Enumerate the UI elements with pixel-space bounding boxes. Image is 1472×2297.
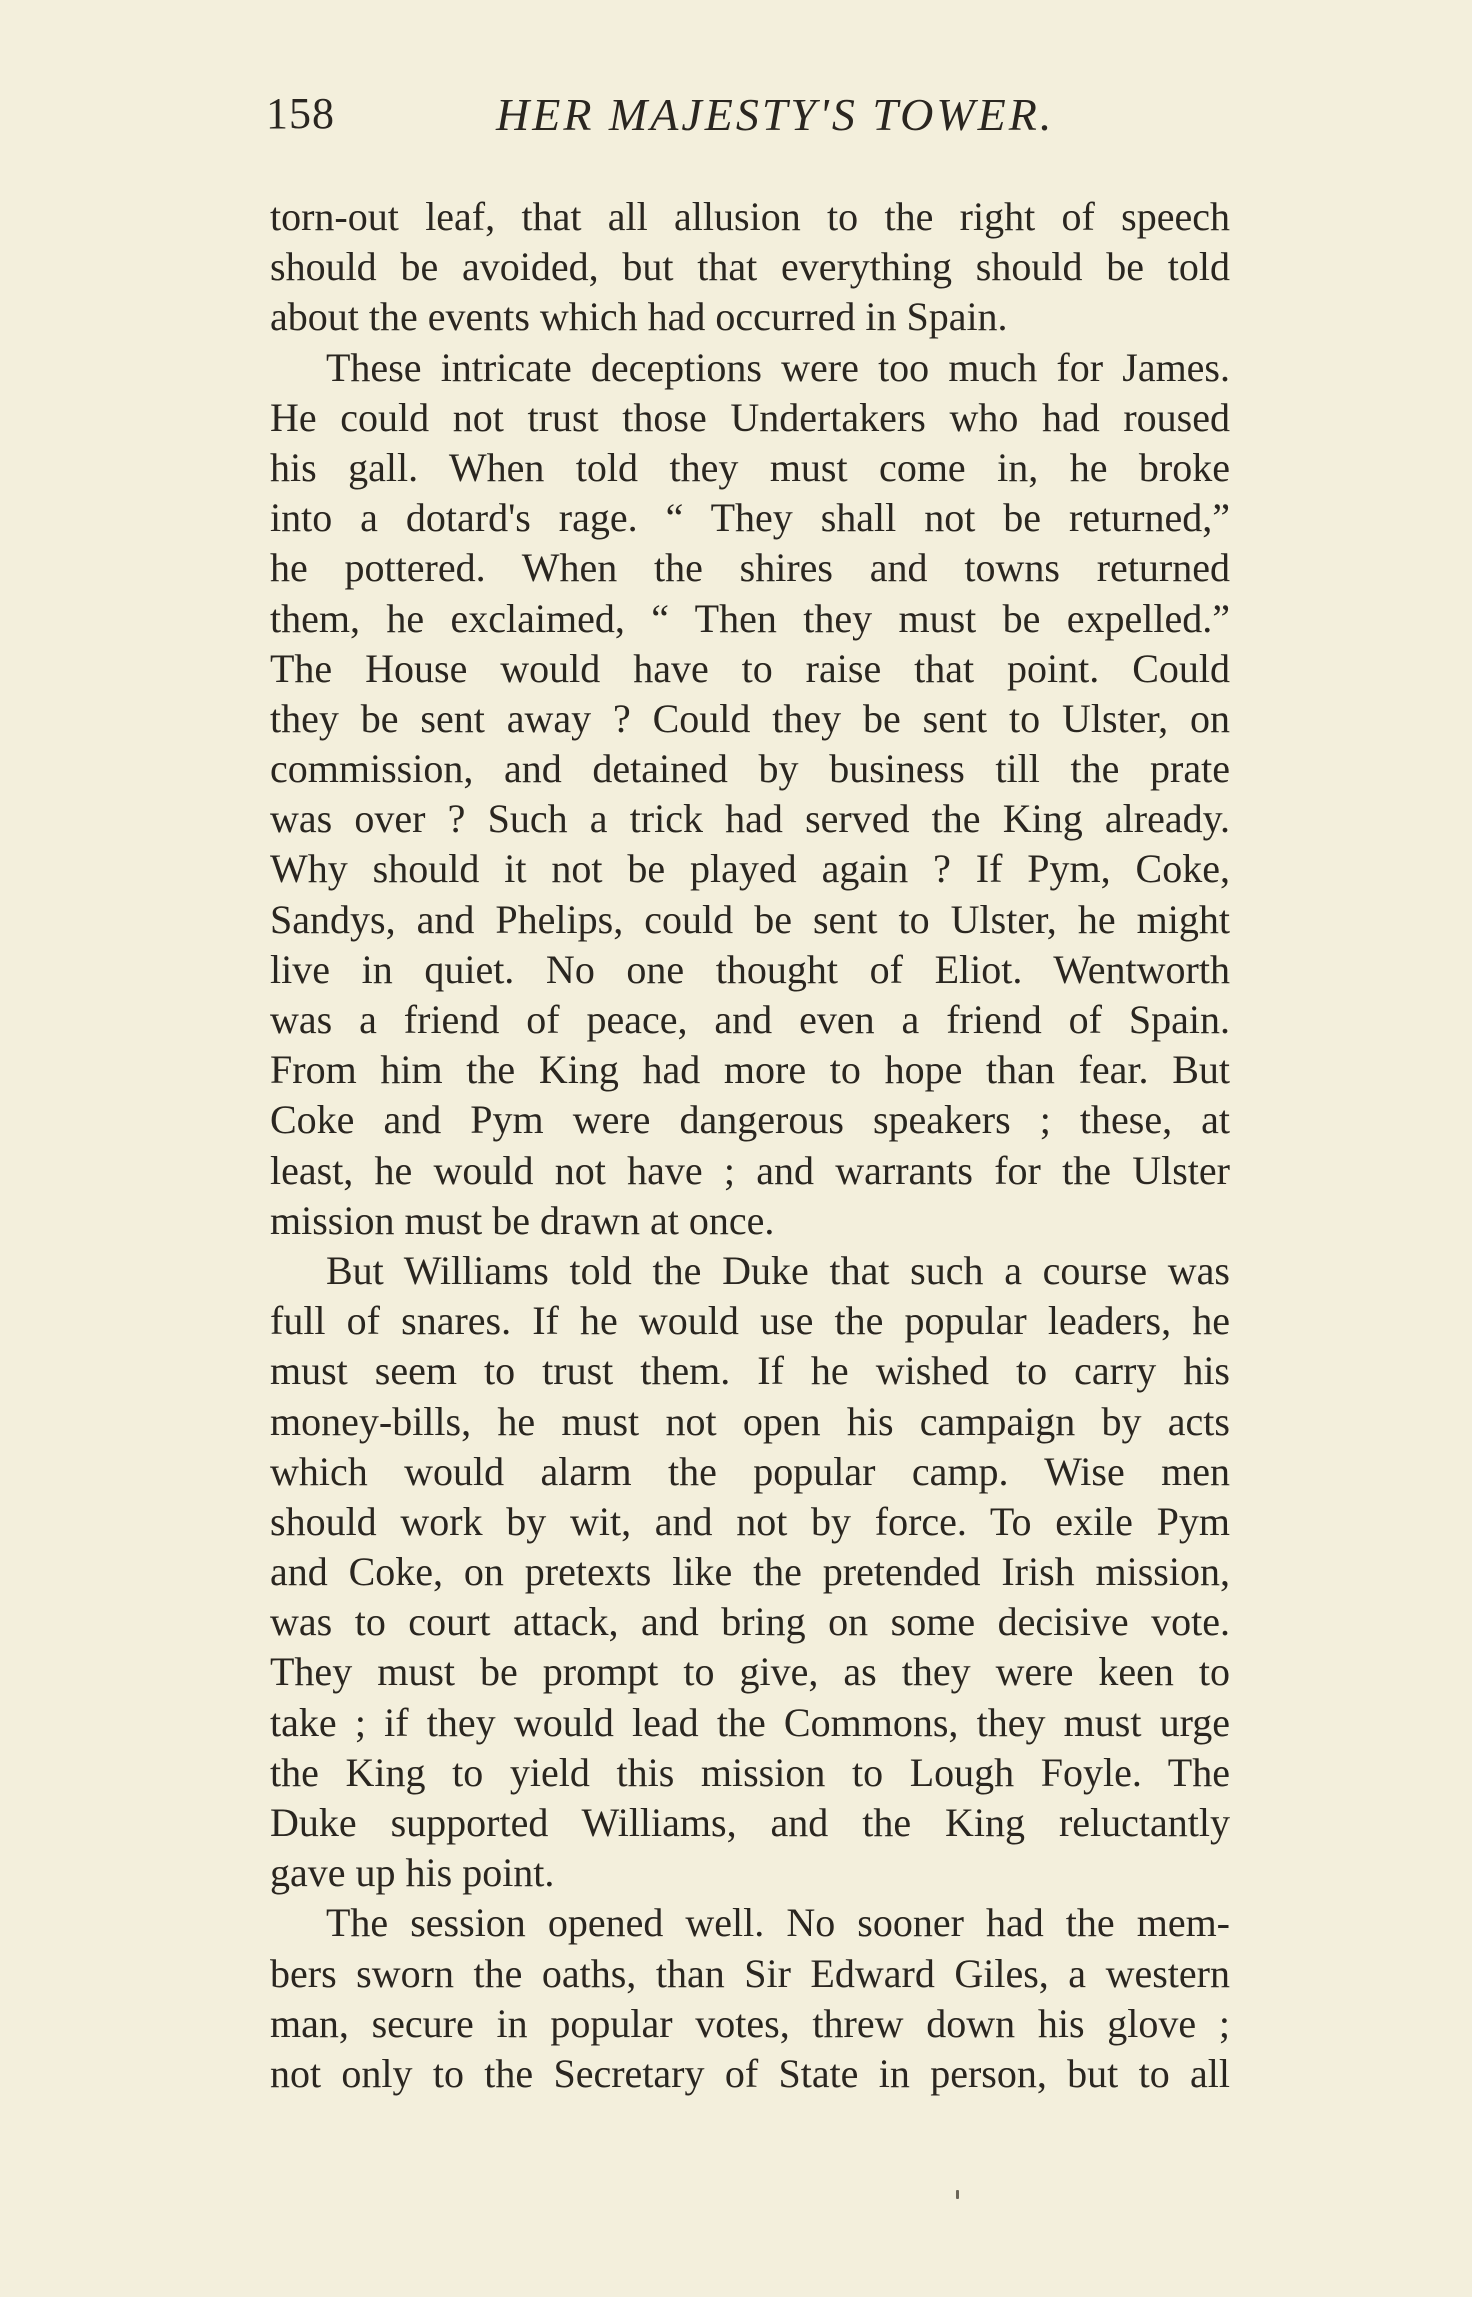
text-line: and Coke, on pretexts like the pretended Irish mission, (270, 1549, 1230, 1595)
text-line: not only to the Secretary of State in person, but to all (270, 2050, 1230, 2096)
text-line: Sandys, and Phelips, could be sent to Ulster, he might (270, 896, 1230, 942)
text-line: He could not trust those Undertakers who had roused (270, 394, 1230, 440)
text-line: money-bills, he must not open his campaign by acts (270, 1398, 1230, 1444)
text-line: These intricate deceptions were too much for James. (326, 344, 1230, 390)
text-line: was over ? Such a trick had served the King already. (270, 796, 1230, 842)
text-line: least, he would not have ; and warrants for the Ulster (270, 1147, 1230, 1193)
text-line: he pottered. When the shires and towns returned (270, 545, 1230, 591)
running-title: HER MAJESTY'S TOWER. (496, 89, 1055, 140)
text-line: they be sent away ? Could they be sent to Ulster, on (270, 695, 1230, 741)
text-line: them, he exclaimed, “ Then they must be expelled.” (270, 595, 1230, 641)
text-line: into a dotard's rage. “ They shall not be returned,” (270, 495, 1230, 541)
text-line: torn-out leaf, that all allusion to the right of speech (270, 194, 1230, 239)
text-line: which would alarm the popular camp. Wise men (270, 1448, 1230, 1494)
text-line: must seem to trust them. If he wished to carry his (270, 1348, 1230, 1394)
text-line: Duke supported Williams, and the King reluctantly (270, 1800, 1230, 1845)
text-line: From him the King had more to hope than fear. But (270, 1047, 1230, 1093)
text-line: the King to yield this mission to Lough Foyle. The (270, 1749, 1230, 1795)
text-line: about the events which had occurred in Spain. (270, 294, 1008, 340)
text-line: Coke and Pym were dangerous speakers ; these, at (270, 1097, 1230, 1143)
page-header (266, 88, 1226, 148)
text-line: take ; if they would lead the Commons, they must urge (270, 1699, 1230, 1745)
text-line: man, secure in popular votes, threw down his glove ; (270, 2000, 1230, 2046)
text-line: was to court attack, and bring on some decisive vote. (270, 1599, 1230, 1645)
text-line: They must be prompt to give, as they were keen to (270, 1649, 1230, 1695)
print-speck (956, 2190, 959, 2199)
text-line: Why should it not be played again ? If Pym, Coke, (270, 846, 1230, 892)
text-line: commission, and detained by business till the prate (270, 746, 1230, 792)
page-number: 158 (266, 89, 335, 138)
body-text (270, 192, 1230, 2099)
text-line: full of snares. If he would use the popular leaders, he (270, 1298, 1230, 1344)
text-line: was a friend of peace, and even a friend of Spain. (270, 997, 1230, 1042)
text-line: But Williams told the Duke that such a course was (326, 1247, 1230, 1293)
text-line: should work by wit, and not by force. To exile Pym (270, 1498, 1230, 1544)
text-line: The House would have to raise that point. Could (270, 645, 1230, 691)
text-line: his gall. When told they must come in, he broke (270, 444, 1230, 490)
text-line: mission must be drawn at once. (270, 1197, 775, 1243)
text-line: live in quiet. No one thought of Eliot. Wentworth (270, 946, 1230, 992)
text-line: should be avoided, but that everything should be told (270, 244, 1230, 290)
text-line: The session opened well. No sooner had the mem- (326, 1900, 1230, 1946)
text-line: bers sworn the oaths, than Sir Edward Giles, a western (270, 1950, 1230, 1996)
text-line: gave up his point. (270, 1850, 555, 1896)
